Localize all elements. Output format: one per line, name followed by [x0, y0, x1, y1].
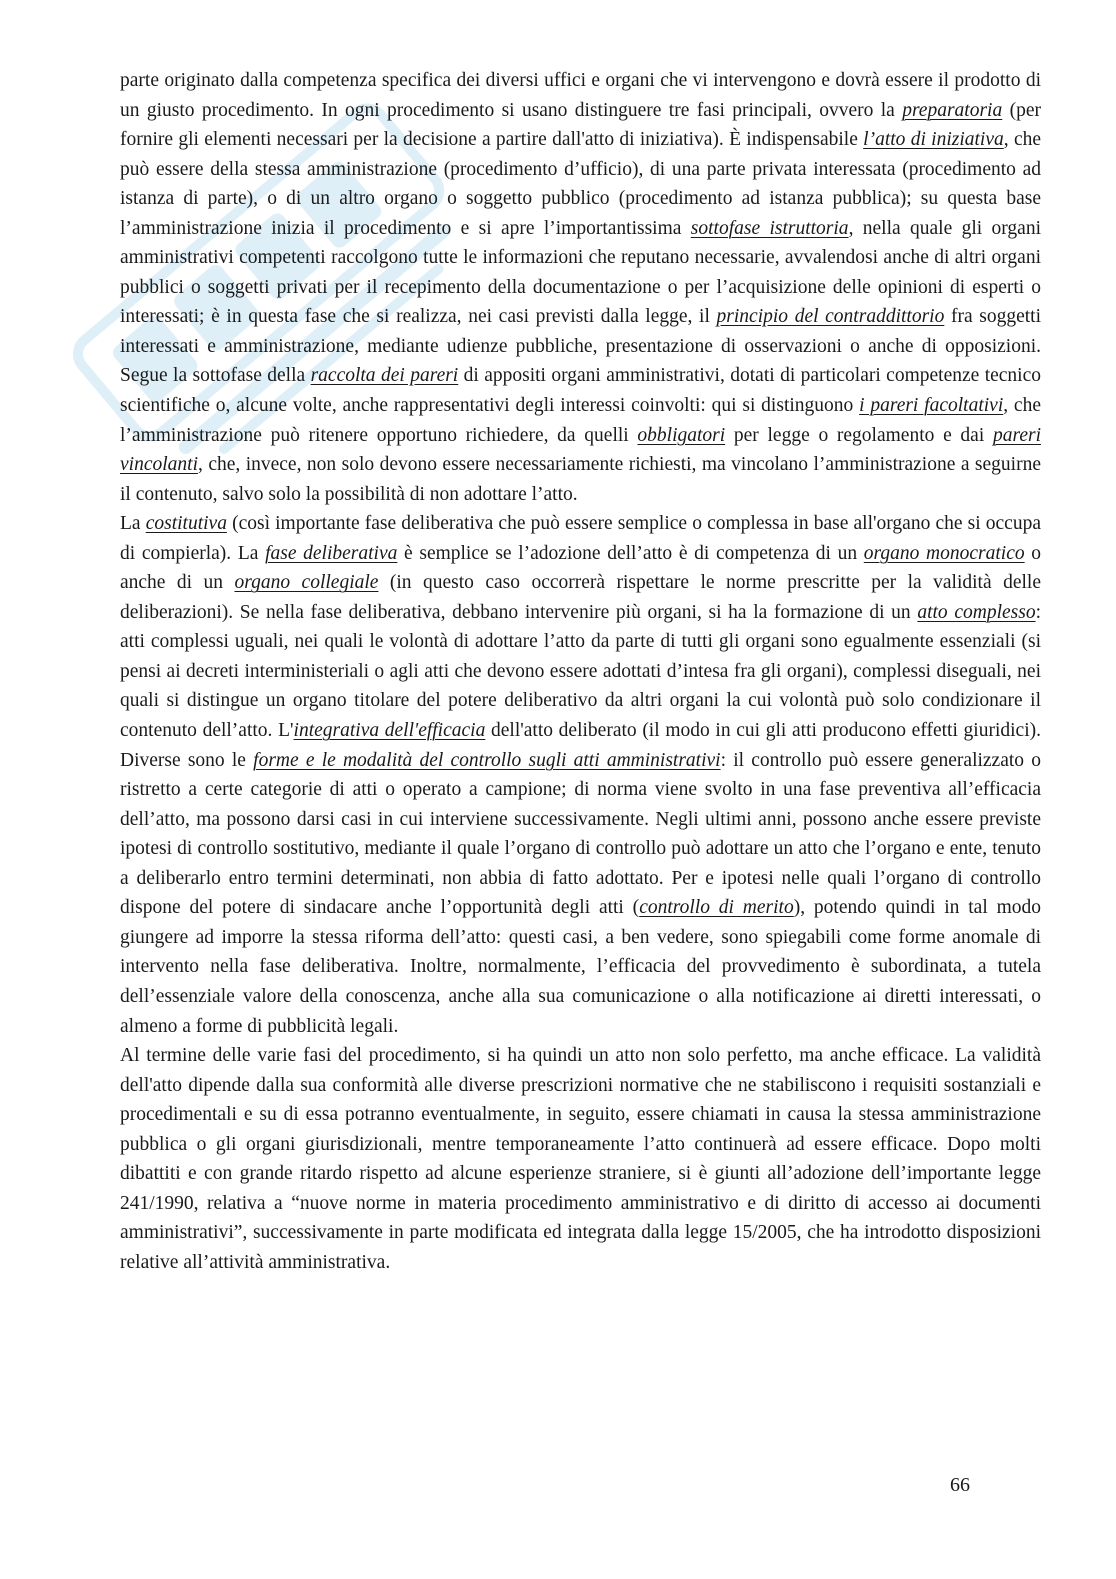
paragraph-text: : atti complessi uguali, nei quali le volontà di adottare l’atto da parte di tutti gli organi sono egualmente essenziali (si pensi ai decreti interministeriali o agli atti che devono essere adottati d’intesa fra gli organi), complessi diseguali, nei quali si distingue un organo titolare del potere deliberativo da altri organi la cui volontà può solo condizionare il contenuto dell’atto. L'	[120, 601, 1041, 742]
emphasized-term: preparatoria	[902, 99, 1003, 121]
paragraph-text: per legge o regolamento e dai	[725, 424, 993, 446]
paragraph-text: , che, invece, non solo devono essere necessariamente richiesti, ma vincolano l’amministrazione a seguirne il contenuto, salvo solo la possibilità di non adottare l’atto.	[120, 454, 1041, 505]
paragraph	[120, 509, 1041, 1041]
paragraph	[120, 1041, 1041, 1277]
paragraph-text: ), potendo quindi in tal modo giungere ad imporre la stessa riforma dell’atto: questi casi, a ben vedere, sono spiegabili come forme anomale di intervento nella fase deliberativa. Inoltre, normalmente, l’efficacia del provvedimento è subordinata, a tutela dell’essenziale valore della conoscenza, anche alla sua comunicazione o alla notificazione ai diretti interessati, o almeno a forme di pubblicità legali.	[120, 897, 1041, 1037]
emphasized-term: obbligatori	[637, 424, 726, 446]
emphasized-term: raccolta dei pareri	[310, 365, 459, 387]
paragraph-text: (in questo caso occorrerà rispettare le norme prescritte per la validità delle deliberazioni). Se nella fase deliberativa, debbano intervenire più organi, si ha la formazione di un	[120, 572, 1041, 623]
emphasized-term: pareri vincolanti	[120, 424, 1041, 476]
emphasized-term: integrativa dell'efficacia	[293, 720, 486, 742]
emphasized-term: principio del contraddittorio	[716, 306, 945, 328]
paragraph-text: : il controllo può essere generalizzato o ristretto a certe categorie di atti o operato a campione; di norma viene svolto in una fase preventiva all’efficacia dell’atto, ma possono darsi casi in cui interviene successivamente. Negli ultimi anni, possono anche essere previste ipotesi di controllo sostitutivo, mediante il quale l’organo di controllo può adottare un atto che l’organo e ente, tenuto a deliberarlo entro termini determinati, non abbia di fatto adottato. Per e ipotesi nelle quali l’organo di controllo dispone del potere di sindacare anche l’opportunità degli atti (	[120, 749, 1041, 919]
emphasized-term: l’atto di iniziativa	[863, 129, 1004, 151]
emphasized-term: organo monocratico	[863, 542, 1025, 564]
paragraph-text: , che può essere della stessa amministrazione (procedimento d’ufficio), di una parte privata interessata (procedimento ad istanza di parte), o di un altro organo o soggetto pubblico (procedimento ad istanza pubblica); su questa base l’amministrazione inizia il procedimento e si apre l’importantissima	[120, 129, 1042, 239]
emphasized-term: fase deliberativa	[265, 542, 398, 564]
paragraph-text: parte originato dalla competenza specifica dei diversi uffici e organi che vi intervengono e dovrà essere il prodotto di un giusto procedimento. In ogni procedimento si usano distinguere tre fasi principali, ovvero la	[120, 70, 1041, 121]
emphasized-term: forme e le modalità del controllo sugli atti amministrativi	[253, 749, 721, 771]
emphasized-term: organo collegiale	[234, 572, 379, 594]
paragraph-text: di appositi organi amministrativi, dotati di particolari competenze tecnico scientifiche o, alcune volte, anche rappresentativi degli interessi coinvolti: qui si distinguono	[120, 365, 1041, 417]
emphasized-term: controllo di merito	[639, 897, 794, 919]
emphasized-term: costitutiva	[145, 513, 227, 535]
paragraph-text: , che l’amministrazione può ritenere opportuno richiedere, da quelli	[120, 395, 1041, 446]
paragraph-text: è semplice se l’adozione dell’atto è di competenza di un	[397, 542, 864, 564]
paragraph-text: o anche di un	[120, 542, 1042, 594]
emphasized-term: i pareri facoltativi	[859, 395, 1004, 417]
paragraph-text: (così importante fase deliberativa che può essere semplice o complessa in base all'organo che si occupa di compierla). La	[120, 513, 1041, 564]
page-number: 66	[950, 1474, 970, 1496]
emphasized-term: atto complesso	[917, 601, 1036, 623]
paragraph-text: Al termine delle varie fasi del procedimento, si ha quindi un atto non solo perfetto, ma anche efficace. La validità dell'atto dipende dalla sua conformità alle diverse prescrizioni normative che ne stabiliscono i requisiti sostanziali e procedimentali e su di essa potranno eventualmente, in seguito, essere chiamati in causa la stessa amministrazione pubblica o gli organi giurisdizionali, mentre temporaneamente l’atto continuerà ad essere efficace. Dopo molti dibattiti e con grande ritardo rispetto ad alcune esperienze straniere, si è giunti all’adozione dell’importante legge 241/1990, relativa a “nuove norme in materia procedimento amministrativo e di diritto di accesso ai documenti amministrativi”, successivamente in parte modificata ed integrata dalla legge 15/2005, che ha introdotto disposizioni relative all’attività amministrativa.	[120, 1045, 1041, 1273]
emphasized-term: sottofase istruttoria	[690, 217, 849, 239]
paragraph	[120, 66, 1041, 509]
paragraph-text: La	[120, 513, 146, 535]
paragraph-text: (per fornire gli elementi necessari per la decisione a partire dall'atto di iniziativa). È indispensabile	[120, 99, 1041, 151]
paragraph-text: dell'atto deliberato (il modo in cui gli atti producono effetti giuridici). Diverse sono le	[120, 720, 1041, 771]
paragraph-text: fra soggetti interessati e amministrazione, mediante udienze pubbliche, presentazione di osservazioni o anche di opposizioni. Segue la sottofase della	[120, 306, 1042, 387]
body-text	[120, 66, 1041, 1277]
paragraph-text: , nella quale gli organi amministrativi competenti raccolgono tutte le informazioni che reputano necessarie, avvalendosi anche di altri organi pubblici o soggetti privati per il recepimento della documentazione o per l’acquisizione delle opinioni di esperti o interessati; è in questa fase che si realizza, nei casi previsti dalla legge, il	[120, 217, 1041, 328]
